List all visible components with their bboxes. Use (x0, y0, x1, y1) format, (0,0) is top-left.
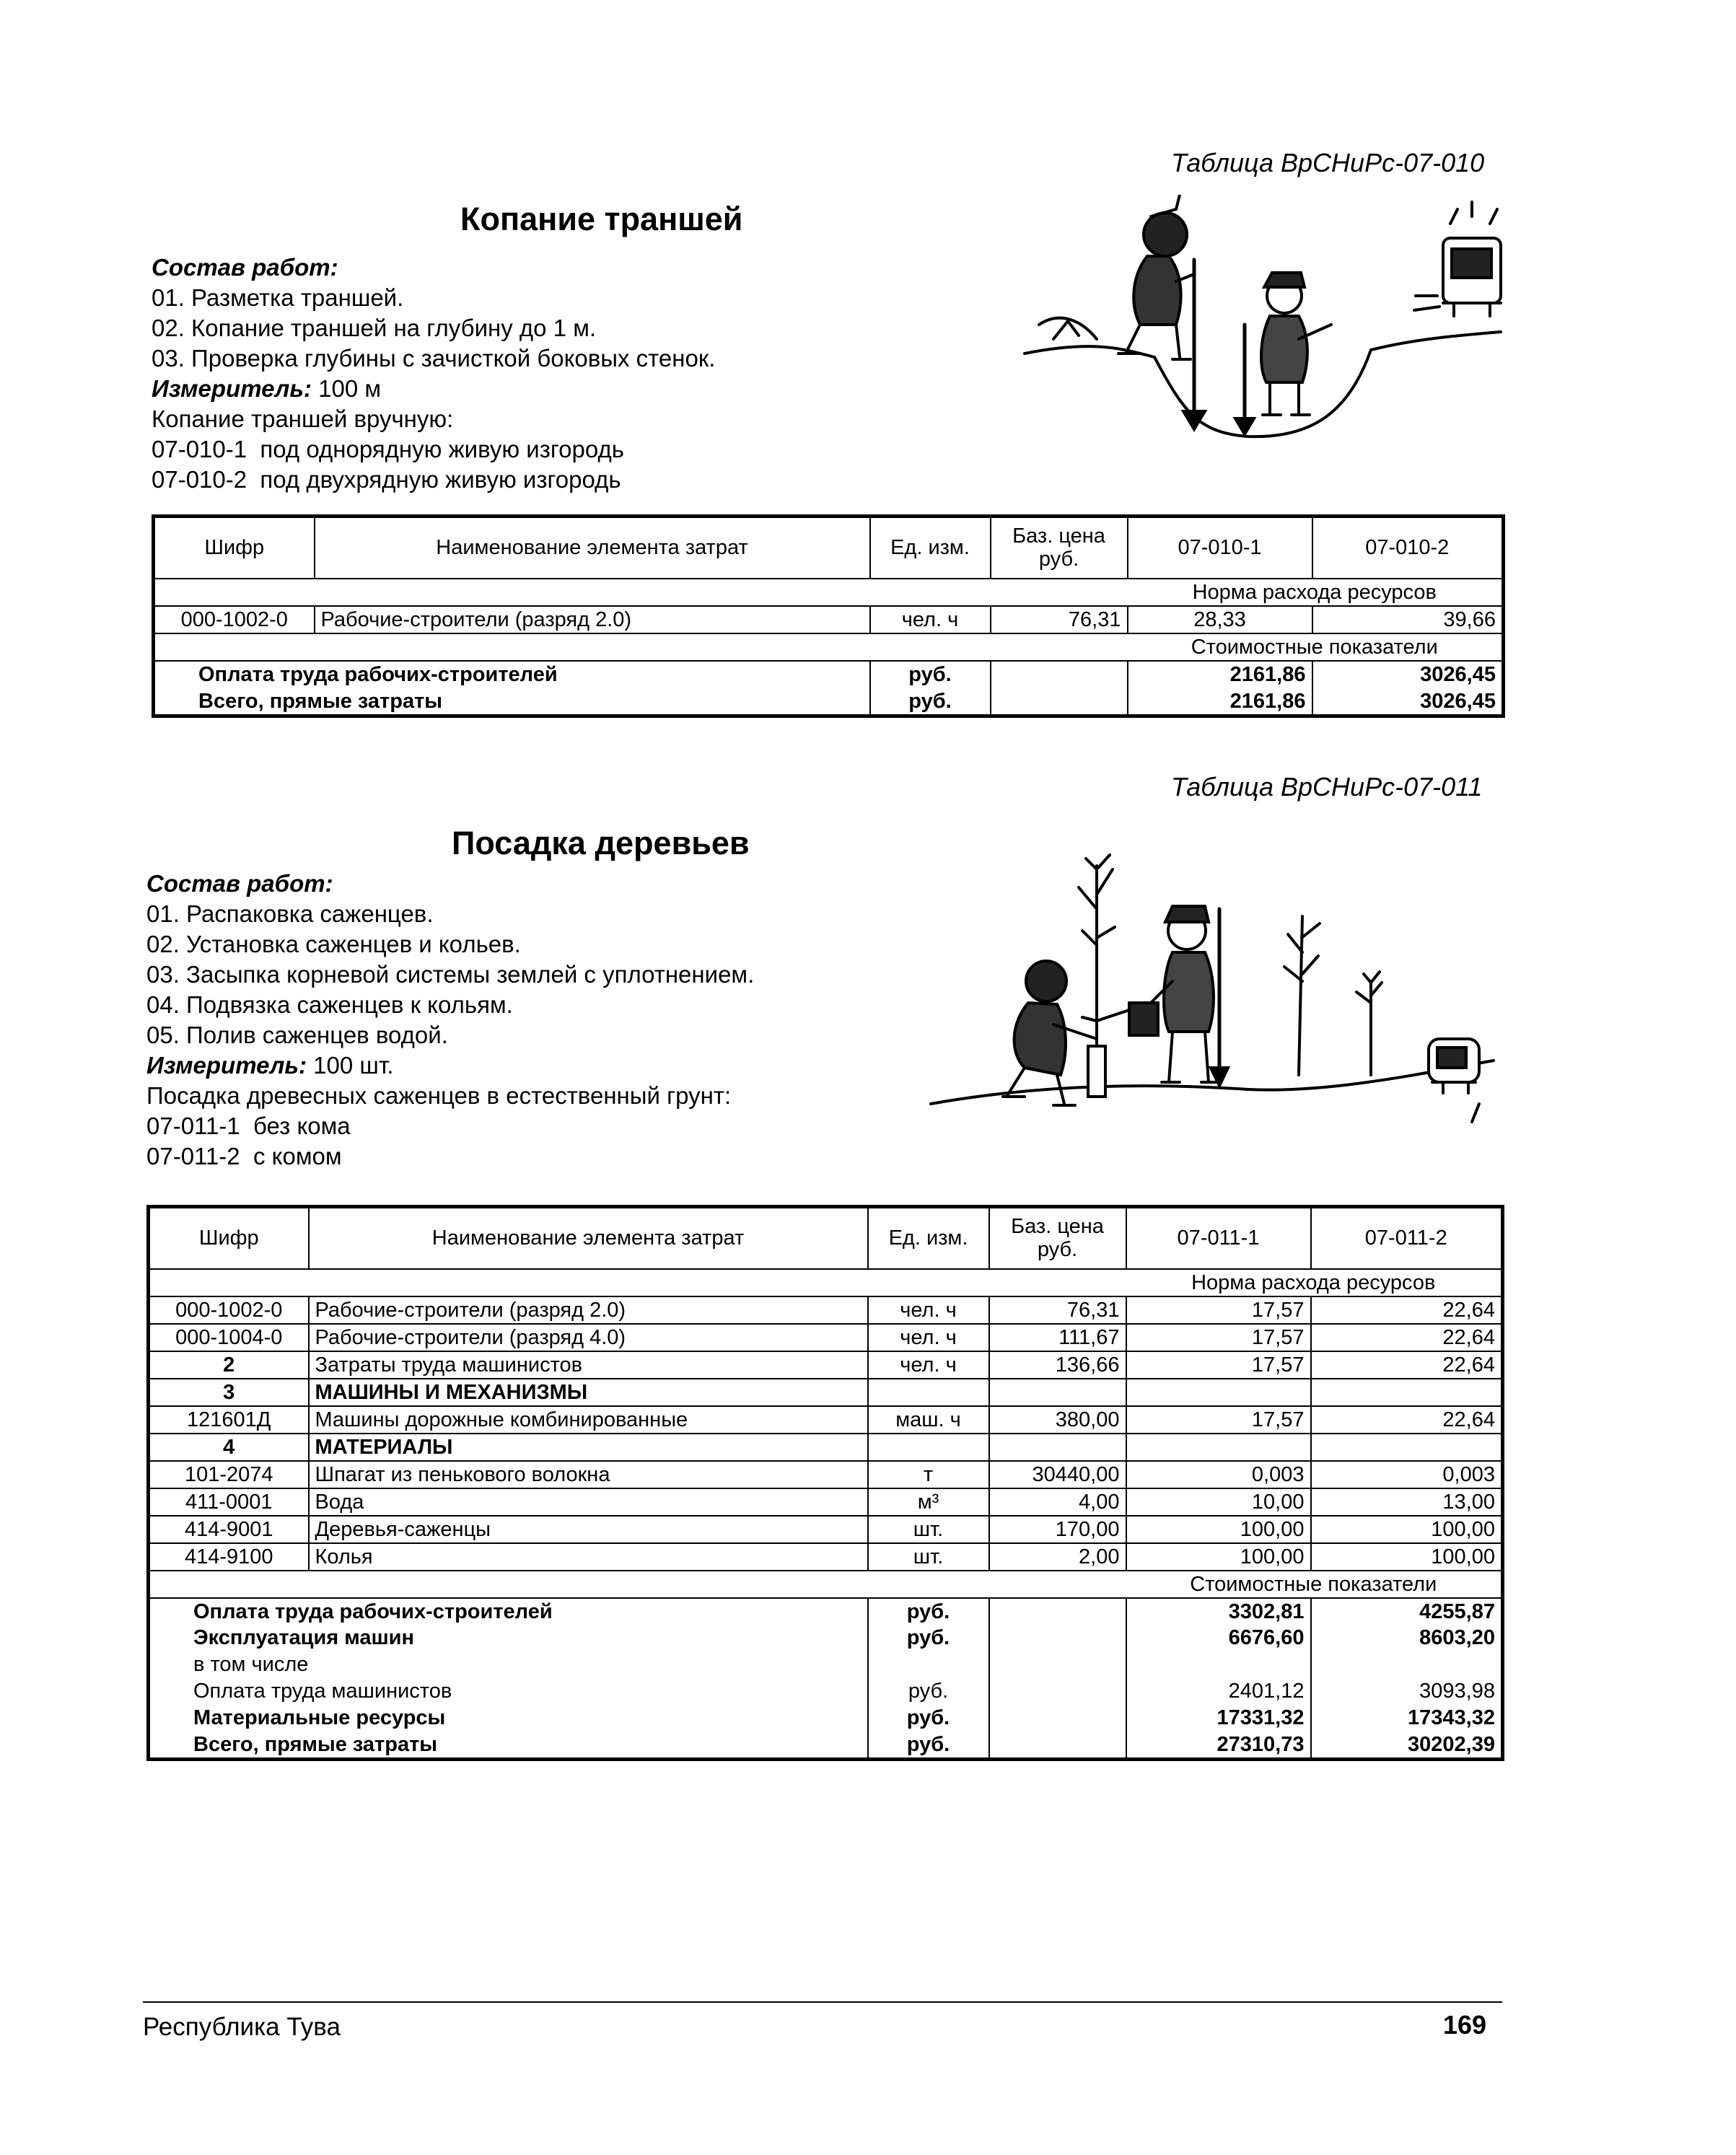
header-name: Наименование элемента затрат (309, 1207, 868, 1269)
table-row: 101-2074 Шпагат из пенькового волокна т 30440,00 0,003 0,003 (149, 1461, 1503, 1488)
header-unit: Ед. изм. (870, 517, 991, 579)
header-name: Наименование элемента затрат (315, 517, 870, 579)
meter-value: 100 шт. (313, 1052, 394, 1079)
section-row: 4 МАТЕРИАЛЫ (149, 1434, 1503, 1461)
meter-value: 100 м (318, 375, 382, 402)
table-row: 000-1002-0 Рабочие-строители (разряд 2.0) чел. ч 76,31 17,57 22,64 (149, 1296, 1503, 1324)
work-item: 05. Полив саженцев водой. (146, 1022, 448, 1048)
table-row: 414-9001 Деревья-саженцы шт. 170,00 100,00 100,00 (149, 1516, 1503, 1543)
section-row: 3 МАШИНЫ И МЕХАНИЗМЫ (149, 1379, 1503, 1406)
total-row: Оплата труда машинистов руб. 2401,12 3093,98 (149, 1678, 1503, 1705)
variant-line: 07-010-1 под однорядную живую изгородь (152, 436, 624, 462)
total-row: Всего, прямые затраты руб. 27310,73 30202,39 (149, 1732, 1503, 1760)
meter-label: Измеритель: (152, 375, 312, 402)
work-item: 04. Подвязка саженцев к кольям. (146, 991, 513, 1018)
work-item: 01. Распаковка саженцев. (146, 900, 434, 927)
variant-line: 07-011-1 без кома (146, 1112, 351, 1139)
cost-subheader: Стоимостные показатели (1128, 633, 1504, 661)
table-caption: Таблица ВрСНиРс-07-011 (1171, 772, 1483, 802)
tree-planting-illustration (924, 837, 1501, 1125)
header-code: Шифр (149, 1207, 309, 1269)
method-line: Посадка древесных саженцев в естественный грунт: (146, 1082, 732, 1109)
trench-digging-illustration (1010, 195, 1508, 469)
work-item: 03. Засыпка корневой системы землей с уплотнением. (146, 961, 755, 988)
section-title: Посадка деревьев (452, 825, 750, 861)
work-composition-label: Состав работ: (152, 254, 338, 281)
work-composition (146, 869, 754, 1172)
total-row: Оплата труда рабочих-строителей руб. 3302,81 4255,87 (149, 1598, 1503, 1625)
table-row: 000-1004-0 Рабочие-строители (разряд 4.0) чел. ч 111,67 17,57 22,64 (149, 1324, 1503, 1351)
header-base-price: Баз. цена руб. (989, 1207, 1126, 1269)
total-row: Материальные ресурсы руб. 17331,32 17343,32 (149, 1705, 1503, 1732)
norm-subheader: Норма расхода ресурсов (1128, 579, 1504, 606)
header-unit: Ед. изм. (868, 1207, 989, 1269)
cost-table (146, 1205, 1504, 1761)
table-row: 411-0001 Вода м³ 4,00 10,00 13,00 (149, 1488, 1503, 1516)
table-row: 414-9100 Колья шт. 2,00 100,00 100,00 (149, 1543, 1503, 1571)
work-item: 03. Проверка глубины с зачисткой боковых стенок. (152, 345, 716, 372)
footer-divider (143, 2001, 1502, 2003)
table-row: 000-1002-0 Рабочие-строители (разряд 2.0) чел. ч 76,31 28,33 39,66 (154, 606, 1504, 633)
work-item: 02. Установка саженцев и кольев. (146, 931, 521, 957)
work-item: 01. Разметка траншей. (152, 284, 404, 311)
table-row: 2 Затраты труда машинистов чел. ч 136,66 17,57 22,64 (149, 1351, 1503, 1379)
header-variant-2: 07-011-2 (1311, 1207, 1503, 1269)
work-composition (152, 253, 715, 495)
total-row: Всего, прямые затраты руб. 2161,86 3026,45 (154, 688, 1504, 716)
page-number: 169 (1443, 2010, 1487, 2040)
work-item: 02. Копание траншей на глубину до 1 м. (152, 315, 597, 341)
variant-line: 07-011-2 с комом (146, 1143, 342, 1169)
total-row: в том числе (149, 1651, 1503, 1678)
variant-line: 07-010-2 под двухрядную живую изгородь (152, 466, 621, 493)
work-composition-label: Состав работ: (146, 870, 333, 897)
header-base-price: Баз. цена руб. (991, 517, 1128, 579)
meter-label: Измеритель: (146, 1052, 307, 1079)
section-title: Копание траншей (460, 201, 743, 237)
total-row: Эксплуатация машин руб. 6676,60 8603,20 (149, 1625, 1503, 1651)
cost-table (152, 514, 1505, 718)
header-variant-2: 07-010-2 (1312, 517, 1504, 579)
cost-subheader: Стоимостные показатели (1126, 1571, 1503, 1598)
method-line: Копание траншей вручную: (152, 405, 454, 432)
norm-subheader: Норма расхода ресурсов (1126, 1269, 1503, 1296)
footer-region: Республика Тува (143, 2013, 341, 2041)
header-code: Шифр (154, 517, 315, 579)
header-variant-1: 07-011-1 (1126, 1207, 1311, 1269)
table-caption: Таблица ВрСНиРс-07-010 (1171, 148, 1485, 177)
header-variant-1: 07-010-1 (1128, 517, 1312, 579)
total-row: Оплата труда рабочих-строителей руб. 2161,86 3026,45 (154, 661, 1504, 688)
table-row: 121601Д Машины дорожные комбинированные маш. ч 380,00 17,57 22,64 (149, 1406, 1503, 1434)
